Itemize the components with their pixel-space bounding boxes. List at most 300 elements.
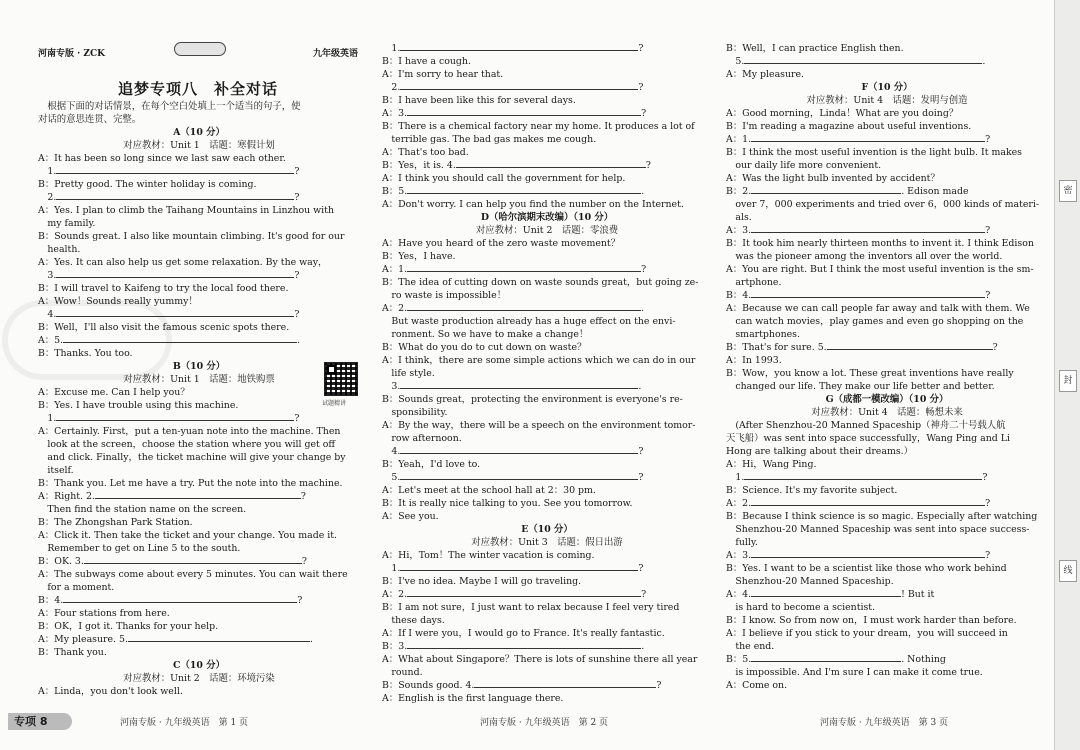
page-1 bbox=[0, 0, 372, 750]
line-text: A：Because we can call people far away and talk with them. We bbox=[726, 303, 1030, 314]
answer-blank[interactable] bbox=[474, 687, 656, 688]
answer-blank[interactable] bbox=[751, 596, 901, 597]
text-line bbox=[38, 308, 360, 321]
line-text: A：I believe if you stick to your dream，you will succeed in bbox=[726, 628, 1008, 639]
text-line bbox=[38, 685, 360, 698]
text-line bbox=[382, 263, 712, 276]
line-text: A：Certainly. First，put a ten-yuan note into the machine. Then bbox=[38, 426, 341, 437]
line-text: B：I think the most useful invention is the light bulb. It makes bbox=[726, 147, 1022, 158]
answer-blank[interactable] bbox=[56, 277, 294, 278]
edge-tab: 线 bbox=[1059, 560, 1077, 582]
blank-punctuation: ? bbox=[641, 264, 647, 275]
blank-punctuation: ? bbox=[638, 43, 644, 54]
footer-page-2: 河南专版 · 九年级英语 第 2 页 bbox=[480, 718, 609, 728]
line-text: B：I've no idea. Maybe I will go traveling. bbox=[382, 576, 582, 587]
line-text: B：I am not sure，I just want to relax because I feel very tired bbox=[382, 602, 680, 613]
line-text: B：Because I think science is so magic. Especially after watching bbox=[726, 511, 1038, 522]
text-line bbox=[38, 646, 360, 659]
line-text: life style. bbox=[382, 368, 435, 379]
line-text: terrible gas. The bad gas makes me cough. bbox=[382, 134, 597, 145]
line-text: A：Hi，Tom！The winter vacation is coming. bbox=[382, 550, 595, 561]
text-line bbox=[38, 464, 360, 477]
text-line bbox=[38, 386, 360, 399]
line-text: 对应教材：Unit 1 话题：地铁购票 bbox=[123, 374, 275, 385]
answer-blank[interactable] bbox=[751, 141, 985, 142]
header-left: 河南专版 · ZCK bbox=[38, 49, 105, 59]
text-line bbox=[382, 107, 712, 120]
text-line bbox=[726, 588, 1048, 601]
answer-blank[interactable] bbox=[400, 479, 638, 480]
line-text: round. bbox=[382, 667, 423, 678]
blank-punctuation: ? bbox=[301, 556, 307, 567]
line-text: Remember to get on Line 5 to the south. bbox=[38, 543, 241, 554]
line-text: was the pioneer among the inventors all over the world. bbox=[726, 251, 1003, 262]
text-line bbox=[382, 133, 712, 146]
text-line bbox=[382, 42, 712, 55]
line-text: A：3. bbox=[726, 550, 752, 561]
line-text: B：4. bbox=[38, 595, 64, 606]
edge-tab: 密 bbox=[1059, 180, 1077, 202]
line-text: B：Thanks. You too. bbox=[38, 348, 133, 359]
line-text: A：Excuse me. Can I help you？ bbox=[38, 387, 190, 398]
text-line bbox=[38, 620, 360, 633]
line-text: Hong are talking about their dreams.） bbox=[726, 446, 914, 457]
text-line bbox=[38, 425, 360, 438]
text-line bbox=[726, 640, 1048, 653]
line-text: these days. bbox=[382, 615, 445, 626]
text-line bbox=[726, 627, 1048, 640]
text-line bbox=[382, 367, 712, 380]
text-line bbox=[38, 581, 360, 594]
blank-punctuation: ? bbox=[985, 134, 991, 145]
line-text: A：1. bbox=[382, 264, 408, 275]
blank-punctuation: ? bbox=[645, 160, 651, 171]
column-3 bbox=[726, 42, 1048, 750]
line-text: B：I know. So from now on，I must work harder than before. bbox=[726, 615, 1017, 626]
blank-punctuation: ? bbox=[638, 563, 644, 574]
line-text: look at the screen，choose the station where you will get off bbox=[38, 439, 336, 450]
text-line bbox=[726, 679, 1048, 692]
answer-blank[interactable] bbox=[95, 498, 301, 499]
line-text: B：Yes，I have. bbox=[382, 251, 456, 262]
line-text: 对应教材：Unit 1 话题：寒假计划 bbox=[123, 140, 275, 151]
text-line bbox=[38, 542, 360, 555]
text-line bbox=[382, 315, 712, 328]
text-line bbox=[726, 315, 1048, 328]
text-line bbox=[726, 146, 1048, 159]
text-line bbox=[38, 672, 360, 685]
text-line bbox=[38, 607, 360, 620]
column-2 bbox=[382, 42, 712, 750]
line-text: Shenzhou-20 Manned Spaceship was sent into space success- bbox=[726, 524, 1030, 535]
text-line bbox=[38, 594, 360, 607]
answer-blank[interactable] bbox=[751, 557, 985, 558]
line-text: row afternoon. bbox=[382, 433, 462, 444]
header-right: 九年级英语 bbox=[312, 49, 358, 59]
text-line bbox=[726, 549, 1048, 562]
answer-blank[interactable] bbox=[407, 596, 641, 597]
line-text: B：Pretty good. The winter holiday is coming. bbox=[38, 179, 257, 190]
text-line bbox=[382, 640, 712, 653]
answer-blank[interactable] bbox=[751, 232, 985, 233]
line-text: smartphones. bbox=[726, 329, 800, 340]
line-text: But waste production already has a huge effect on the envi- bbox=[382, 316, 676, 327]
line-text: B：The idea of cutting down on waste sounds great，but going ze- bbox=[382, 277, 699, 288]
text-line bbox=[726, 224, 1048, 237]
text-line bbox=[382, 536, 712, 549]
blank-punctuation: . bbox=[641, 303, 645, 314]
line-text: changed our life. They make our life better and better. bbox=[726, 381, 995, 392]
text-line bbox=[726, 432, 1048, 445]
line-text: 1. bbox=[726, 472, 745, 483]
text-line bbox=[382, 692, 712, 705]
line-text: 对应教材：Unit 2 话题：环境污染 bbox=[123, 673, 275, 684]
line-text: 1. bbox=[38, 413, 57, 424]
line-text: A：I think you should call the government for help. bbox=[382, 173, 626, 184]
text-line bbox=[726, 536, 1048, 549]
text-line bbox=[726, 510, 1048, 523]
text-line bbox=[726, 406, 1048, 419]
text-line bbox=[382, 497, 712, 510]
text-line bbox=[38, 321, 360, 334]
answer-blank[interactable] bbox=[751, 193, 901, 194]
text-line bbox=[382, 666, 712, 679]
answer-blank[interactable] bbox=[456, 167, 646, 168]
text-line bbox=[382, 237, 712, 250]
answer-blank[interactable] bbox=[400, 50, 638, 51]
text-line bbox=[726, 107, 1048, 120]
answer-blank[interactable] bbox=[407, 310, 641, 311]
text-line bbox=[38, 633, 360, 646]
line-text: B：OK，I got it. Thanks for your help. bbox=[38, 621, 219, 632]
line-text: A：Yes. I plan to climb the Taihang Mountains in Linzhou with bbox=[38, 205, 334, 216]
line-text: A：You are right. But I think the most useful invention is the sm- bbox=[726, 264, 1034, 275]
text-line bbox=[38, 399, 360, 412]
line-text: A（10 分） bbox=[173, 127, 225, 138]
text-line bbox=[726, 380, 1048, 393]
text-line bbox=[38, 334, 360, 347]
line-text: and click. Finally，the ticket machine will give your change by bbox=[38, 452, 346, 463]
answer-blank[interactable] bbox=[751, 505, 985, 506]
page-title: 追梦专项八 补全对话 bbox=[117, 80, 278, 98]
line-text: can watch movies，play games and even go shopping on the bbox=[726, 316, 1024, 327]
text-line bbox=[38, 178, 360, 191]
blank-punctuation: ? bbox=[992, 342, 998, 353]
text-line bbox=[38, 191, 360, 204]
text-line bbox=[38, 347, 360, 360]
line-text: 1. bbox=[38, 166, 57, 177]
line-text: our daily life more convenient. bbox=[726, 160, 882, 171]
text-line bbox=[726, 55, 1048, 68]
line-text: is hard to become a scientist. bbox=[726, 602, 876, 613]
text-line bbox=[38, 113, 360, 126]
line-text: B：Sounds great，protecting the environment is everyone's re- bbox=[382, 394, 683, 405]
blank-punctuation: ? bbox=[297, 595, 303, 606]
text-line bbox=[382, 510, 712, 523]
line-text: B：Thank you. bbox=[38, 647, 107, 658]
text-line bbox=[726, 666, 1048, 679]
qr-code-icon[interactable] bbox=[324, 362, 358, 396]
text-line bbox=[726, 302, 1048, 315]
answer-blank[interactable] bbox=[744, 63, 982, 64]
line-text: A：5. bbox=[38, 335, 64, 346]
blank-punctuation: . Edison made bbox=[901, 186, 969, 197]
line-text: A：Good morning，Linda！What are you doing？ bbox=[726, 108, 959, 119]
blank-punctuation: . bbox=[641, 641, 645, 652]
line-text: A：My pleasure. bbox=[726, 69, 805, 80]
answer-blank[interactable] bbox=[407, 115, 641, 116]
text-line bbox=[382, 549, 712, 562]
line-text: 4. bbox=[382, 446, 401, 457]
blank-punctuation: ? bbox=[294, 192, 300, 203]
line-text: for a moment. bbox=[38, 582, 115, 593]
answer-blank[interactable] bbox=[63, 342, 297, 343]
text-line bbox=[382, 81, 712, 94]
line-text: B：Sounds good. 4. bbox=[382, 680, 475, 691]
text-line bbox=[38, 243, 360, 256]
line-text: A：See you. bbox=[382, 511, 439, 522]
line-text: 5. bbox=[726, 56, 745, 67]
text-line bbox=[382, 419, 712, 432]
line-text: B（10 分） bbox=[172, 361, 226, 372]
text-line bbox=[38, 295, 360, 308]
line-text: A：I think，there are some simple actions which we can do in our bbox=[382, 355, 696, 366]
blank-punctuation: ? bbox=[641, 108, 647, 119]
line-text: A：That's too bad. bbox=[382, 147, 469, 158]
blank-punctuation: ? bbox=[294, 166, 300, 177]
answer-blank[interactable] bbox=[56, 173, 294, 174]
line-text: A：Click it. Then take the ticket and your change. You made it. bbox=[38, 530, 337, 541]
blank-punctuation: . bbox=[297, 335, 301, 346]
text-line bbox=[38, 490, 360, 503]
page-header bbox=[38, 46, 358, 60]
text-line bbox=[726, 250, 1048, 263]
blank-punctuation: . Nothing bbox=[901, 654, 946, 665]
line-text: B：What do you do to cut down on waste？ bbox=[382, 342, 587, 353]
line-text: 对应教材：Unit 2 话题：零浪费 bbox=[475, 225, 619, 236]
text-line bbox=[382, 211, 712, 224]
answer-blank[interactable] bbox=[744, 479, 982, 480]
line-text: A：Wow！Sounds really yummy！ bbox=[38, 296, 198, 307]
line-text: is impossible. And I'm sure I can make it come true. bbox=[726, 667, 983, 678]
text-line bbox=[726, 367, 1048, 380]
line-text: A：If I were you，I would go to France. It's really fantastic. bbox=[382, 628, 665, 639]
text-line bbox=[382, 172, 712, 185]
text-line bbox=[38, 100, 360, 113]
blank-punctuation: ? bbox=[294, 413, 300, 424]
text-line bbox=[382, 653, 712, 666]
blank-punctuation: . bbox=[641, 186, 645, 197]
line-text: B：Well，I can practice English then. bbox=[726, 43, 904, 54]
answer-blank[interactable] bbox=[751, 297, 985, 298]
answer-blank[interactable] bbox=[751, 661, 901, 662]
line-text: 3. bbox=[382, 381, 401, 392]
text-line bbox=[726, 575, 1048, 588]
text-line bbox=[382, 627, 712, 640]
line-text: A：It has been so long since we last saw each other. bbox=[38, 153, 286, 164]
text-line bbox=[726, 497, 1048, 510]
footer-page-3: 河南专版 · 九年级英语 第 3 页 bbox=[820, 718, 949, 728]
text-line bbox=[726, 237, 1048, 250]
answer-blank[interactable] bbox=[56, 199, 294, 200]
text-line bbox=[382, 328, 712, 341]
line-text: C（10 分） bbox=[173, 660, 225, 671]
line-text: B：Science. It's my favorite subject. bbox=[726, 485, 898, 496]
line-text: A：What about Singapore？There is lots of sunshine there all year bbox=[382, 654, 698, 665]
text-line bbox=[38, 139, 360, 152]
text-line bbox=[38, 165, 360, 178]
text-line bbox=[382, 562, 712, 575]
answer-blank[interactable] bbox=[407, 193, 641, 194]
line-text: 对应教材：Unit 3 话题：假日出游 bbox=[471, 537, 623, 548]
line-text: A：English is the first language there. bbox=[382, 693, 564, 704]
text-line bbox=[726, 471, 1048, 484]
line-text: (After Shenzhou-20 Manned Spaceship（神舟二十号载人航 bbox=[726, 420, 1006, 431]
line-text: B：5. bbox=[726, 654, 752, 665]
blank-punctuation: . bbox=[309, 634, 313, 645]
text-line bbox=[726, 185, 1048, 198]
edge-tab: 封 bbox=[1059, 370, 1077, 392]
text-line bbox=[726, 120, 1048, 133]
line-text: als. bbox=[726, 212, 752, 223]
text-line bbox=[726, 614, 1048, 627]
text-line bbox=[726, 172, 1048, 185]
line-text: B：Thank you. Let me have a try. Put the note into the machine. bbox=[38, 478, 343, 489]
text-line bbox=[38, 529, 360, 542]
blank-punctuation: ? bbox=[656, 680, 662, 691]
blank-punctuation: ? bbox=[294, 270, 300, 281]
line-text: fully. bbox=[726, 537, 758, 548]
footer-page-1: 河南专版 · 九年级英语 第 1 页 bbox=[120, 718, 249, 728]
text-line bbox=[38, 555, 360, 568]
answer-blank[interactable] bbox=[56, 420, 294, 421]
line-text: F（10 分） bbox=[861, 82, 913, 93]
blank-punctuation: ? bbox=[641, 589, 647, 600]
answer-blank[interactable] bbox=[407, 271, 641, 272]
line-text: A：Was the light bulb invented by accident？ bbox=[726, 173, 940, 184]
text-line bbox=[726, 419, 1048, 432]
line-text: A：2. bbox=[726, 498, 752, 509]
blank-punctuation: ? bbox=[985, 225, 991, 236]
line-text: A：Right. 2. bbox=[38, 491, 95, 502]
text-line bbox=[726, 81, 1048, 94]
blank-punctuation: ? bbox=[985, 498, 991, 509]
column-1 bbox=[38, 100, 360, 750]
text-line bbox=[726, 601, 1048, 614]
blank-punctuation: ? bbox=[638, 472, 644, 483]
blank-punctuation: . bbox=[638, 381, 642, 392]
text-line bbox=[382, 289, 712, 302]
answer-blank[interactable] bbox=[400, 89, 638, 90]
line-text: 3. bbox=[38, 270, 57, 281]
text-line bbox=[382, 341, 712, 354]
line-text: A：1. bbox=[726, 134, 752, 145]
answer-blank[interactable] bbox=[400, 570, 638, 571]
blank-punctuation: ? bbox=[300, 491, 306, 502]
text-line bbox=[382, 432, 712, 445]
answer-blank[interactable] bbox=[128, 641, 310, 642]
line-text: health. bbox=[38, 244, 81, 255]
line-text: 1. bbox=[382, 563, 401, 574]
blank-punctuation: . bbox=[982, 56, 986, 67]
line-text: B：Yes，it is. 4. bbox=[382, 160, 456, 171]
line-text: B：I have been like this for several days. bbox=[382, 95, 576, 106]
text-line bbox=[38, 516, 360, 529]
line-text: A：The subways come about every 5 minutes. You can wait there bbox=[38, 569, 348, 580]
text-line bbox=[38, 256, 360, 269]
line-text: B：Yes. I want to be a scientist like those who work behind bbox=[726, 563, 1007, 574]
answer-blank[interactable] bbox=[63, 602, 297, 603]
line-text: 1. bbox=[382, 43, 401, 54]
line-text: B：I will travel to Kaifeng to try the local food there. bbox=[38, 283, 289, 294]
page-3 bbox=[720, 0, 1054, 750]
line-text: B：Sounds great. I also like mountain climbing. It's good for our bbox=[38, 231, 345, 242]
text-line bbox=[382, 146, 712, 159]
line-text: B：4. bbox=[726, 290, 752, 301]
text-line bbox=[726, 562, 1048, 575]
line-text: 对应教材：Unit 4 话题：发明与创造 bbox=[806, 95, 968, 106]
line-text: A：3. bbox=[726, 225, 752, 236]
binding-edge bbox=[1054, 0, 1080, 750]
text-line bbox=[38, 360, 360, 373]
line-text: sponsibility. bbox=[382, 407, 448, 418]
line-text: A：Linda，you don't look well. bbox=[38, 686, 183, 697]
line-text: A：2. bbox=[382, 589, 408, 600]
text-line bbox=[38, 217, 360, 230]
line-text: B：5. bbox=[382, 186, 408, 197]
text-line bbox=[382, 380, 712, 393]
line-text: A：Have you heard of the zero waste movement？ bbox=[382, 238, 621, 249]
line-text: A：I'm sorry to hear that. bbox=[382, 69, 504, 80]
line-text: A：Hi，Wang Ping. bbox=[726, 459, 817, 470]
text-line bbox=[38, 659, 360, 672]
text-line bbox=[726, 354, 1048, 367]
line-text: G（成都一模改编）（10 分） bbox=[825, 394, 949, 405]
line-text: D（哈尔滨期末改编）（10 分） bbox=[480, 212, 614, 223]
blank-punctuation: ? bbox=[985, 290, 991, 301]
text-line bbox=[38, 282, 360, 295]
line-text: B：I'm reading a magazine about useful inventions. bbox=[726, 121, 972, 132]
text-line bbox=[38, 230, 360, 243]
text-line bbox=[726, 341, 1048, 354]
answer-blank[interactable] bbox=[407, 648, 641, 649]
answer-blank[interactable] bbox=[56, 316, 294, 317]
line-text: B：That's for sure. 5. bbox=[726, 342, 827, 353]
text-line bbox=[726, 276, 1048, 289]
line-text: B：Yes. I have trouble using this machine. bbox=[38, 400, 239, 411]
text-line bbox=[382, 679, 712, 692]
line-text: B：It took him nearly thirteen months to invent it. I think Edison bbox=[726, 238, 1034, 249]
answer-blank[interactable] bbox=[400, 453, 638, 454]
text-line bbox=[726, 159, 1048, 172]
text-line bbox=[382, 484, 712, 497]
text-line bbox=[382, 159, 712, 172]
blank-punctuation: ? bbox=[638, 446, 644, 457]
line-text: ro waste is impossible！ bbox=[382, 290, 507, 301]
line-text: 5. bbox=[382, 472, 401, 483]
text-line bbox=[38, 373, 360, 386]
answer-blank[interactable] bbox=[400, 388, 638, 389]
answer-blank[interactable] bbox=[827, 349, 993, 350]
line-text: B：Well，I'll also visit the famous scenic spots there. bbox=[38, 322, 290, 333]
line-text: B：It is really nice talking to you. See you tomorrow. bbox=[382, 498, 633, 509]
text-line bbox=[726, 133, 1048, 146]
answer-blank[interactable] bbox=[84, 563, 302, 564]
text-line bbox=[382, 276, 712, 289]
text-line bbox=[382, 458, 712, 471]
text-line bbox=[382, 55, 712, 68]
text-line bbox=[726, 484, 1048, 497]
